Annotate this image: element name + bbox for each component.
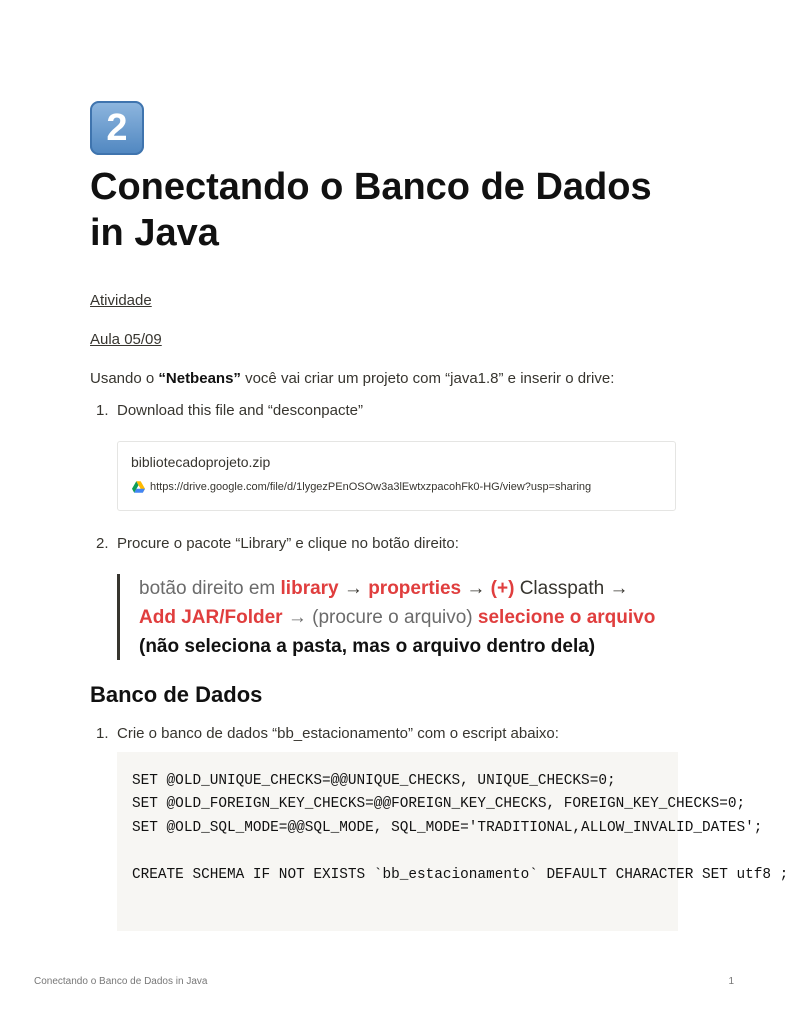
quote-line-3: (não seleciona a pasta, mas o arquivo dentro dela) [139, 636, 596, 657]
quote-highlight: (+) [490, 578, 515, 599]
bookmark-url: https://drive.google.com/file/d/1lygezPEnOSOw3a3lEwtxzpacohFk0-HG/view?usp=sharing [150, 481, 592, 493]
list-item-text: Procure o pacote “Library” e clique no botão direito: [117, 535, 459, 552]
arrow-text: → [338, 578, 369, 599]
quote-highlight: Add JAR/Folder [139, 607, 283, 628]
quote-highlight: properties [368, 578, 462, 599]
code-content: SET @OLD_UNIQUE_CHECKS=@@UNIQUE_CHECKS, UNIQUE_CHECKS=0; SET @OLD_FOREIGN_KEY_CHECKS=@@FOREIGN_KEY_CHECKS, FOREIGN_KEY_CHECKS=0; SET @OLD_SQL_MODE=@@SQL_MODE, SQL_MODE='TRADITIONAL,ALLOW_INVALID_DATES'; CREATE SCHEMA IF NOT EXISTS `bb_estacionamento` DEFAULT CHARACTER SET utf8 ; [132, 773, 788, 883]
list-item [96, 402, 676, 419]
page-title: Conectando o Banco de Dados in Java [90, 166, 652, 254]
intro-bold: “Netbeans” [158, 370, 241, 387]
footer-title: Conectando o Banco de Dados in Java [34, 976, 208, 987]
aula-link[interactable]: Aula 05/09 [90, 331, 162, 348]
google-drive-icon [132, 481, 145, 493]
quote-text: Classpath → [514, 578, 629, 599]
instruction-quote [117, 574, 687, 660]
section-heading: Banco de Dados [90, 682, 263, 707]
bookmark-url-row [132, 481, 591, 493]
quote-highlight: library [280, 578, 339, 599]
quote-line-1 [139, 574, 687, 603]
intro-text-before: Usando o [90, 370, 159, 387]
intro-paragraph [90, 370, 690, 387]
atividade-link[interactable]: Atividade [90, 292, 152, 309]
quote-text: → (procure o arquivo) [282, 607, 478, 628]
keycap-2-emoji-icon: 2 [90, 101, 144, 155]
quote-text: botão direito em [139, 578, 281, 599]
quote-line-2 [139, 603, 687, 632]
list-item-text: Download this file and “desconpacte” [117, 402, 363, 419]
list-item [96, 725, 676, 742]
file-bookmark[interactable] [117, 441, 676, 511]
list-number: 2. [96, 535, 109, 552]
bookmark-title: bibliotecadoprojeto.zip [131, 454, 271, 470]
list-item [96, 535, 676, 552]
list-number: 1. [96, 725, 109, 742]
code-block[interactable] [117, 752, 788, 931]
quote-highlight: selecione o arquivo [477, 607, 656, 628]
intro-text-after: você vai criar um projeto com “java1.8” e inserir o drive: [240, 370, 615, 387]
arrow-text: → [461, 578, 491, 599]
list-item-text: Crie o banco de dados “bb_estacionamento” com o escript abaixo: [117, 725, 559, 742]
list-number: 1. [96, 402, 109, 419]
page-number: 1 [728, 976, 734, 987]
